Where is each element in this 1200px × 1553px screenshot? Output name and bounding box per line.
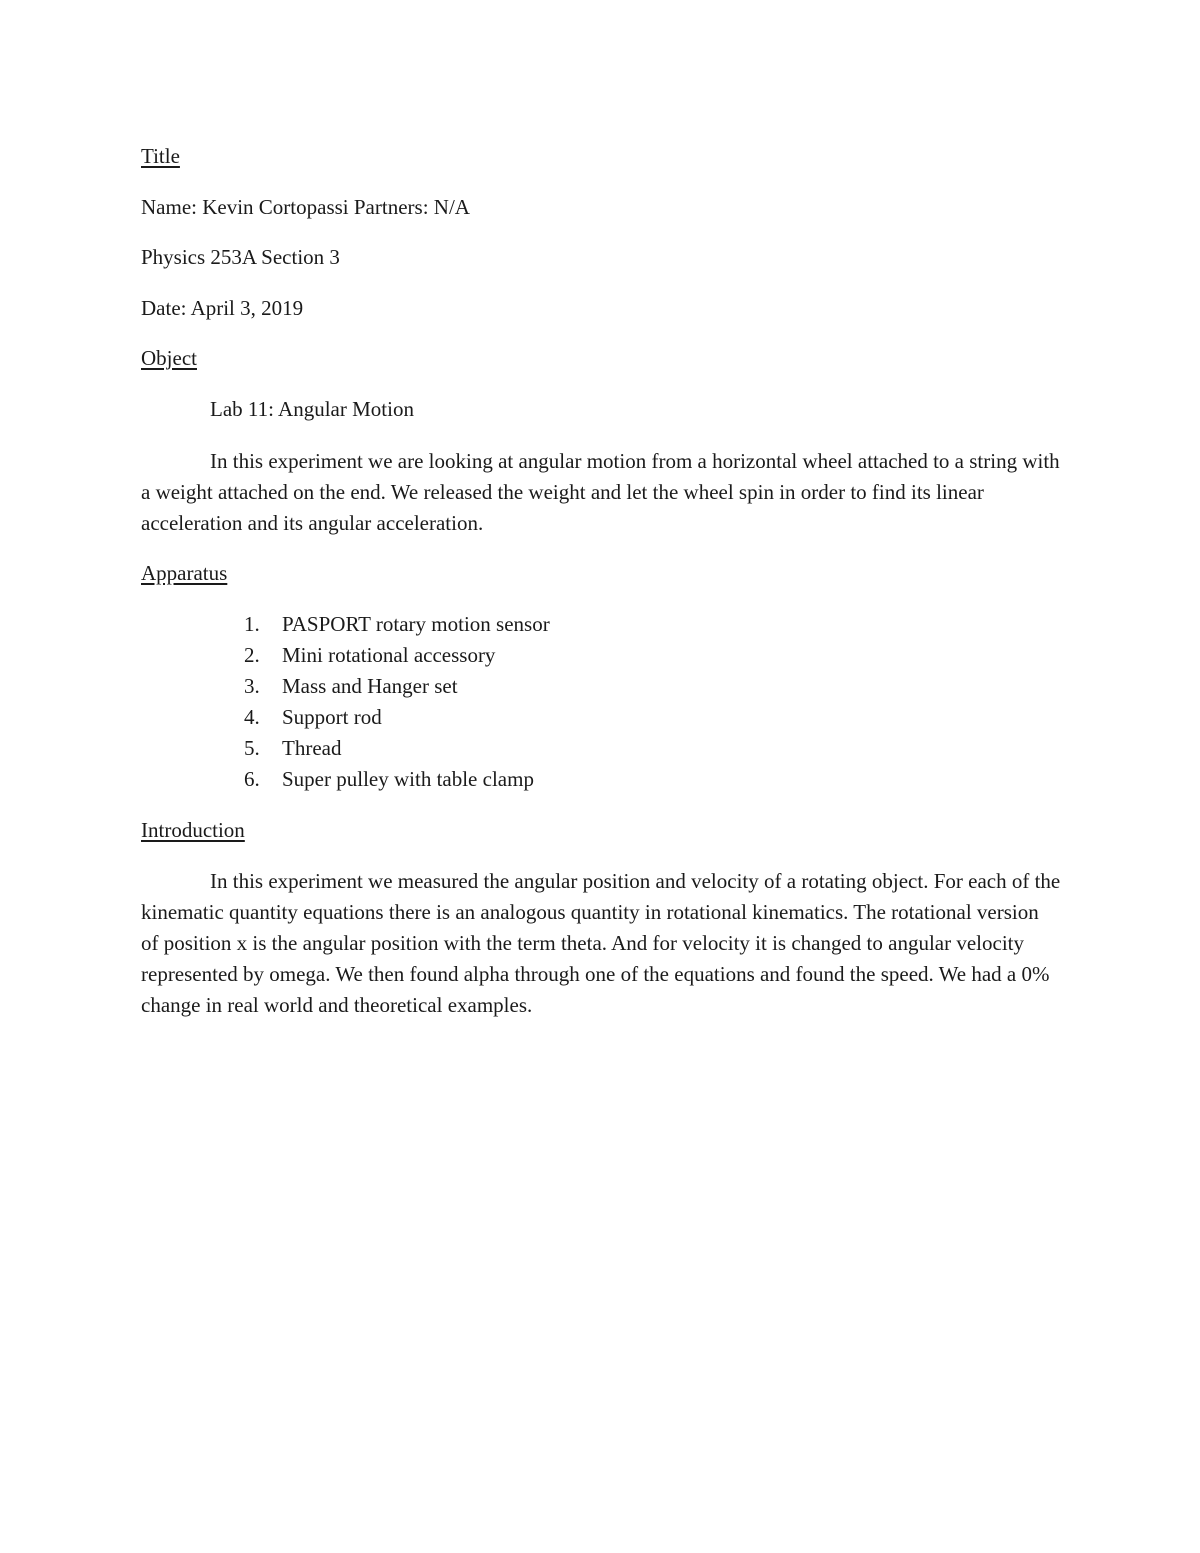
list-item-number: 2.	[244, 643, 260, 667]
list-item-number: 1.	[244, 612, 260, 636]
apparatus-heading: Apparatus	[141, 561, 228, 585]
list-item-number: 4.	[244, 705, 260, 729]
introduction-heading: Introduction	[141, 818, 245, 842]
course-line: Physics 253A Section 3	[141, 245, 340, 269]
object-heading: Object	[141, 346, 197, 370]
list-item-text: Super pulley with table clamp	[282, 767, 534, 791]
list-item-text: Support rod	[282, 705, 382, 729]
list-item-text: Mass and Hanger set	[282, 674, 458, 698]
list-item-number: 3.	[244, 674, 260, 698]
lab-title: Lab 11: Angular Motion	[210, 397, 414, 421]
list-item-number: 5.	[244, 736, 260, 760]
date-line: Date: April 3, 2019	[141, 296, 304, 320]
introduction-paragraph: In this experiment we measured the angular position and velocity of a rotating object. For each of the kinematic quantity equations there is an analogous quantity in rotational kinematics. The rotational version of position x is the angular position with the term theta. And for velocity it is changed to angular velocity represented by omega. We then found alpha through one of the equations and found the speed. We had a 0% change in real world and theoretical examples.	[141, 869, 1061, 1017]
object-paragraph: In this experiment we are looking at angular motion from a horizontal wheel attached to a string with a weight attached on the end. We released the weight and let the wheel spin in order to find its linear acceleration and its angular acceleration.	[141, 449, 1060, 535]
name-line: Name: Kevin Cortopassi Partners: N/A	[141, 195, 470, 219]
list-item-text: Thread	[282, 736, 342, 760]
title-heading: Title	[141, 144, 180, 168]
list-item-text: PASPORT rotary motion sensor	[282, 612, 550, 636]
list-item-number: 6.	[244, 767, 260, 791]
list-item-text: Mini rotational accessory	[282, 643, 496, 667]
